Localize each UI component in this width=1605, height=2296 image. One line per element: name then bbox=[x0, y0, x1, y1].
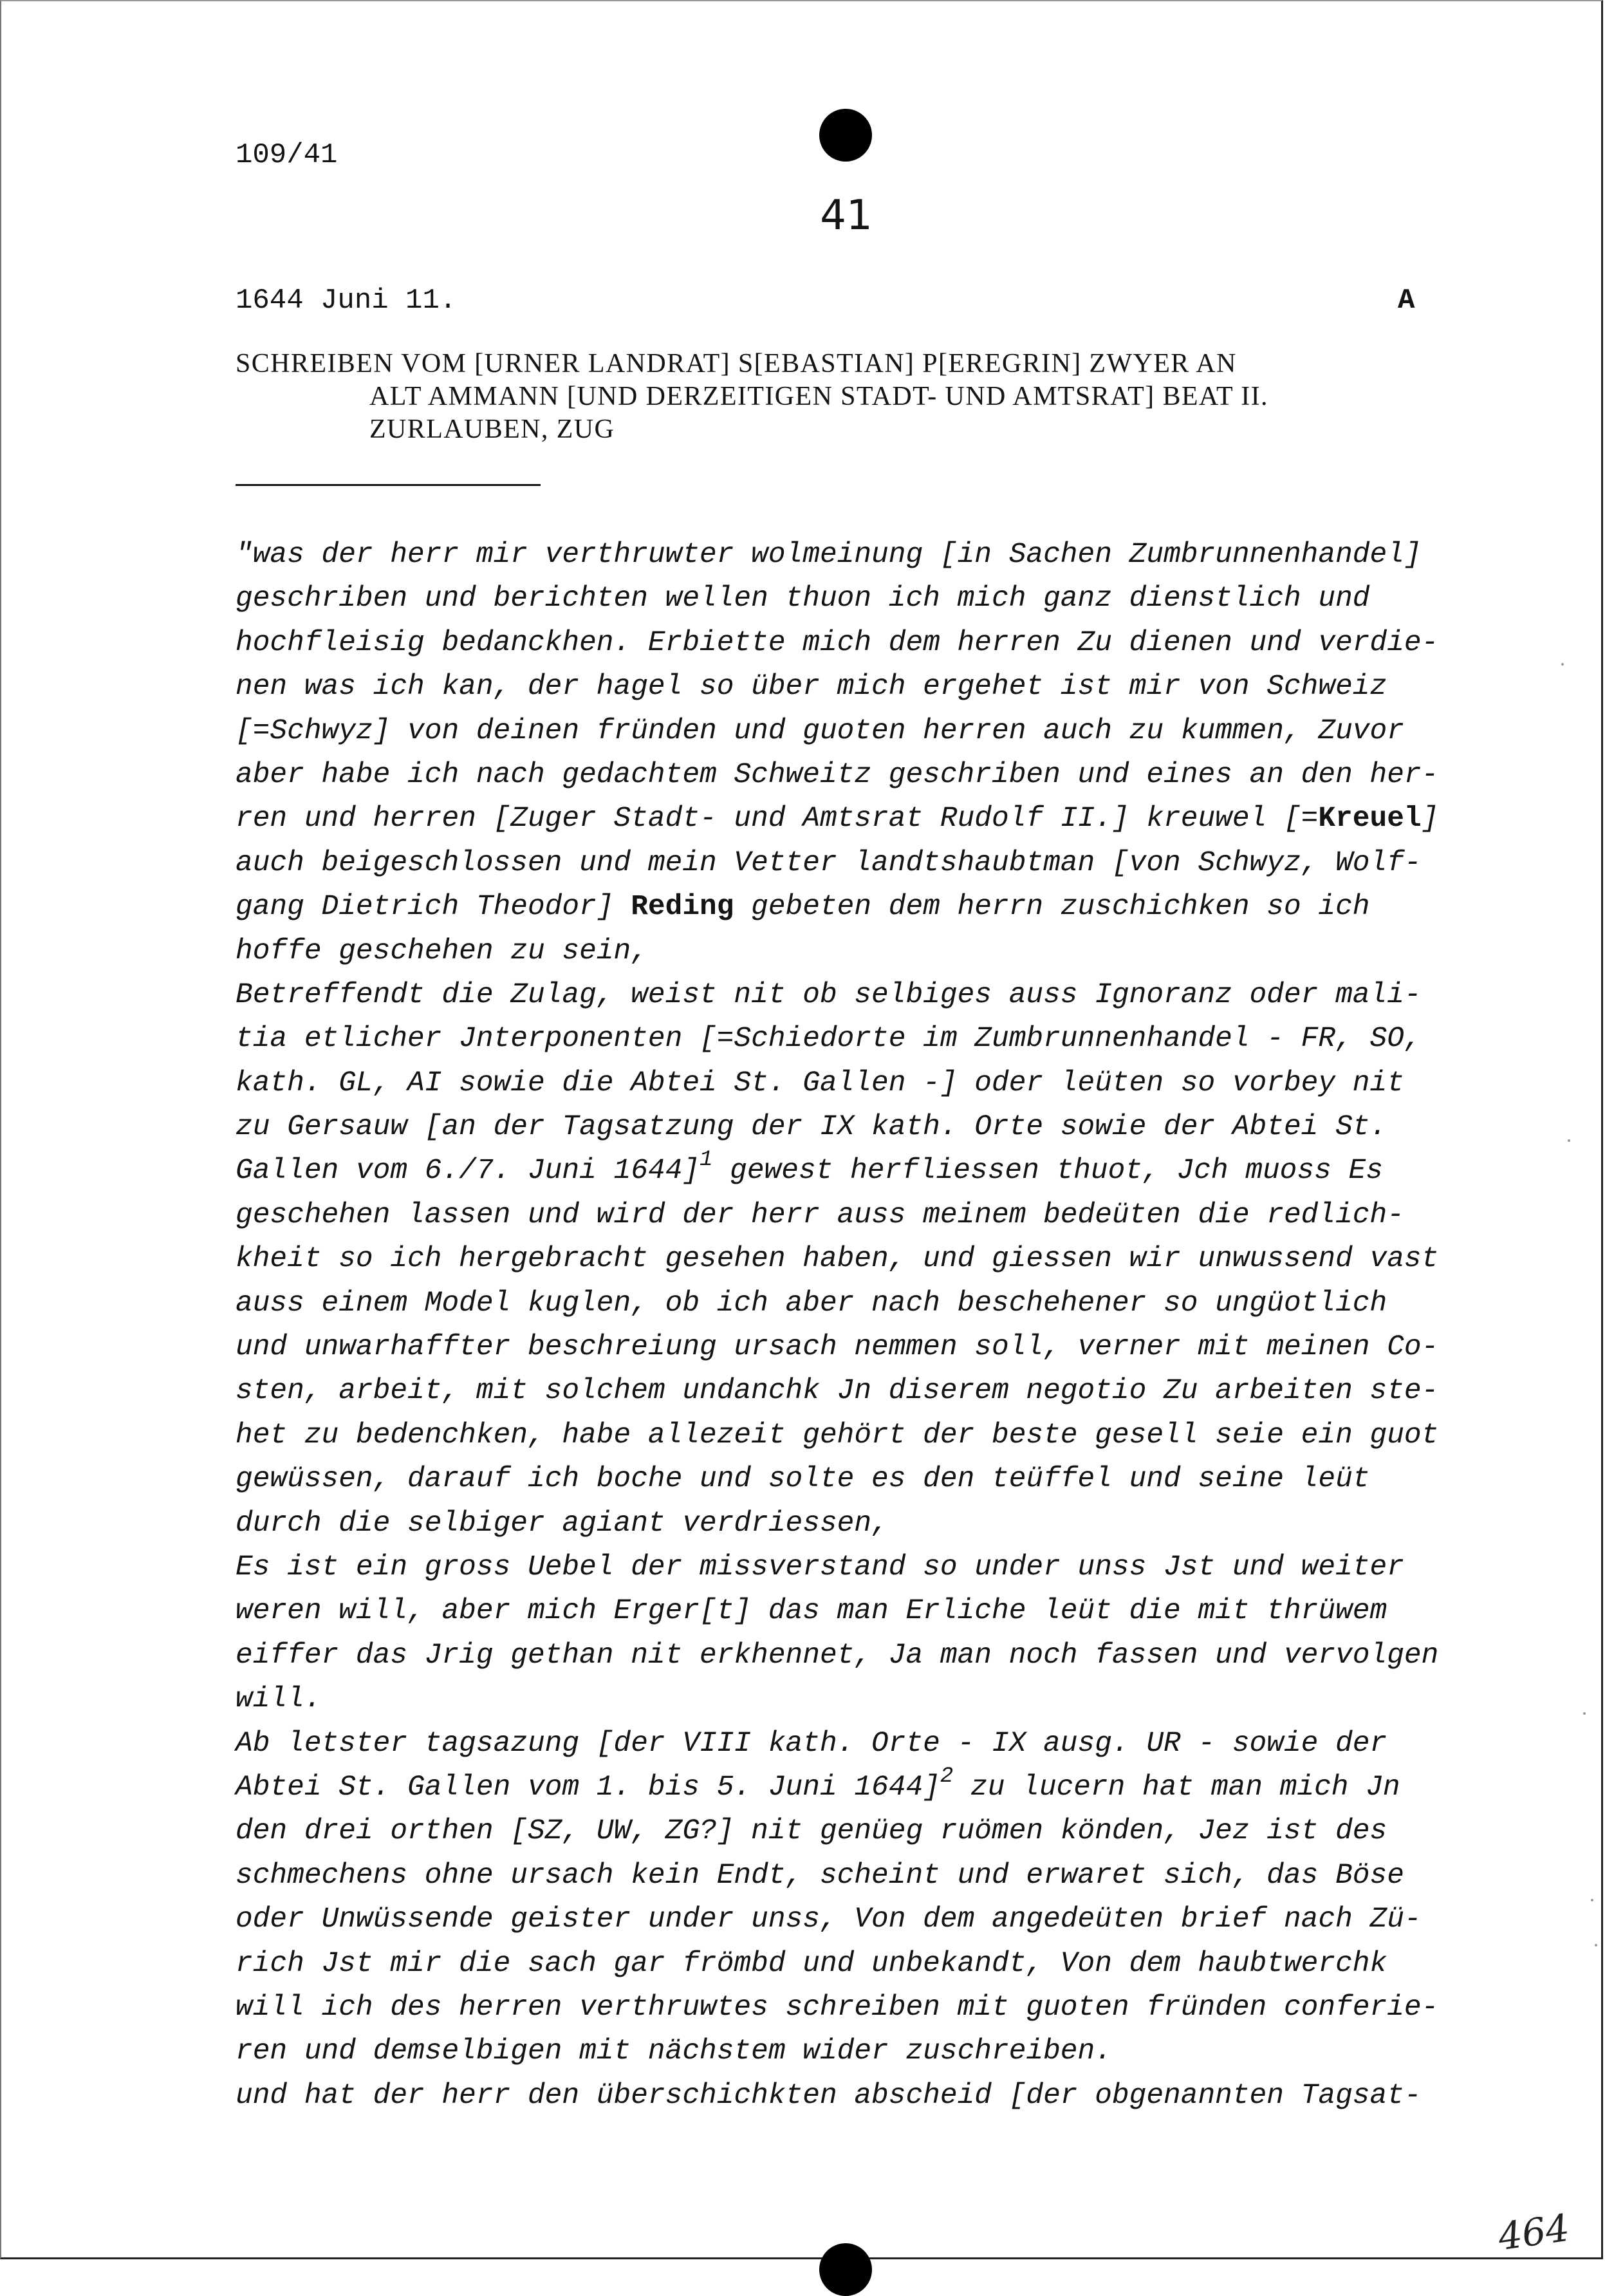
body-line bbox=[236, 1722, 1497, 1766]
body-line bbox=[236, 753, 1497, 797]
body-line bbox=[236, 1502, 1497, 1545]
body-text: Ab letster tagsazung [der VIII kath. Orte - IX ausg. UR - sowie der bbox=[236, 1727, 1387, 1760]
bold-name: Reding bbox=[631, 891, 734, 924]
scan-speck bbox=[1583, 1712, 1586, 1715]
body-line bbox=[236, 1325, 1497, 1369]
body-text: durch die selbiger agiant verdriessen, bbox=[236, 1507, 889, 1540]
scan-speck bbox=[1595, 1944, 1597, 1946]
body-text: Abtei St. Gallen vom 1. bis 5. Juni 1644] bbox=[236, 1771, 940, 1804]
body-text: gewest herfliessen thuot, Jch muoss Es bbox=[712, 1155, 1383, 1188]
body-text: kheit so ich hergebracht gesehen haben, und giessen wir unwussend vast bbox=[236, 1243, 1439, 1276]
body-line bbox=[236, 533, 1497, 577]
body-text: will ich des herren verthruwtes schreiben mit guoten fründen conferie- bbox=[236, 1991, 1439, 2024]
body-line bbox=[236, 709, 1497, 753]
body-text: will. bbox=[236, 1683, 322, 1716]
body-line bbox=[236, 1589, 1497, 1633]
body-text: geschriben und berichten wellen thuon ich mich ganz dienstlich und bbox=[236, 583, 1370, 615]
archive-reference: 109/41 bbox=[236, 139, 338, 171]
body-line bbox=[236, 2030, 1497, 2073]
document-number: 41 bbox=[820, 192, 873, 239]
body-text: ren und demselbigen mit nächstem wider zuschreiben. bbox=[236, 2035, 1112, 2068]
body-line bbox=[236, 1634, 1497, 1677]
heading-line: SCHREIBEN VOM [URNER LANDRAT] S[EBASTIAN] P[EREGRIN] ZWYER AN bbox=[236, 349, 1237, 378]
body-line bbox=[236, 1149, 1497, 1193]
heading-line: ALT AMMANN [UND DERZEITIGEN STADT- UND AMTSRAT] BEAT II. bbox=[369, 382, 1268, 411]
body-text: schmechens ohne ursach kein Endt, scheint und erwaret sich, das Böse bbox=[236, 1859, 1404, 1892]
body-line bbox=[236, 1282, 1497, 1325]
body-text: Es ist ein gross Uebel der missverstand so under unss Jst und weiter bbox=[236, 1551, 1404, 1583]
body-line bbox=[236, 1898, 1497, 1941]
heading-divider bbox=[236, 484, 541, 486]
body-line bbox=[236, 2074, 1497, 2118]
body-text: hoffe geschehen zu sein, bbox=[236, 935, 648, 967]
body-text: und unwarhaffter beschreiung ursach nemmen soll, verner mit meinen Co- bbox=[236, 1331, 1439, 1364]
body-text: "was der herr mir verthruwter wolmeinung [in Sachen Zumbrunnenhandel] bbox=[236, 539, 1422, 571]
scan-speck bbox=[1568, 1139, 1570, 1142]
heading-line: ZURLAUBEN, ZUG bbox=[369, 415, 615, 444]
body-line bbox=[236, 1854, 1497, 1898]
punch-hole-top bbox=[819, 109, 872, 162]
footnote-marker: 1 bbox=[700, 1148, 713, 1173]
document-heading bbox=[236, 348, 1497, 446]
punch-hole-bottom bbox=[819, 2243, 872, 2296]
body-text: tia etlicher Jnterponenten [=Schiedorte im Zumbrunnenhandel - FR, SO, bbox=[236, 1023, 1422, 1056]
body-text: kath. GL, AI sowie die Abtei St. Gallen -] oder leüten so vorbey nit bbox=[236, 1067, 1404, 1099]
body-line bbox=[236, 1414, 1497, 1457]
body-line bbox=[236, 1457, 1497, 1501]
body-text: auch beigeschlossen und mein Vetter landtshaubtman [von Schwyz, Wolf- bbox=[236, 846, 1422, 879]
scan-speck bbox=[1591, 1899, 1593, 1901]
body-text: zu Gersauw [an der Tagsatzung der IX kath. Orte sowie der Abtei St. bbox=[236, 1111, 1387, 1144]
body-line bbox=[236, 1942, 1497, 1986]
body-text: auss einem Model kuglen, ob ich aber nach beschehener so ungüotlich bbox=[236, 1287, 1387, 1320]
body-line bbox=[236, 841, 1497, 885]
body-text: [=Schwyz] von deinen fründen und guoten herren auch zu kummen, Zuvor bbox=[236, 714, 1404, 747]
document-grade: A bbox=[1398, 285, 1415, 317]
body-line bbox=[236, 1017, 1497, 1061]
body-text: und hat der herr den überschichkten abscheid [der obgenannten Tagsat- bbox=[236, 2079, 1422, 2112]
body-text: oder Unwüssende geister under unss, Von dem angedeüten brief nach Zü- bbox=[236, 1903, 1422, 1936]
document-date: 1644 Juni 11. bbox=[236, 285, 457, 317]
bold-name: Kreuel bbox=[1318, 803, 1422, 835]
body-line bbox=[236, 797, 1497, 841]
body-line bbox=[236, 1061, 1497, 1105]
body-line bbox=[236, 577, 1497, 621]
body-line bbox=[236, 1766, 1497, 1809]
body-text: weren will, aber mich Erger[t] das man Erliche leüt die mit thrüwem bbox=[236, 1595, 1387, 1628]
body-line bbox=[236, 621, 1497, 665]
handwritten-page-number: 464 bbox=[1495, 2205, 1572, 2259]
body-text: Gallen vom 6./7. Juni 1644] bbox=[236, 1155, 700, 1188]
body-text: ren und herren [Zuger Stadt- und Amtsrat Rudolf II.] kreuwel [= bbox=[236, 803, 1319, 835]
letter-body bbox=[236, 533, 1497, 2118]
body-text: gewüssen, darauf ich boche und solte es den teüffel und seine leüt bbox=[236, 1463, 1370, 1496]
body-line bbox=[236, 1237, 1497, 1281]
body-text: sten, arbeit, mit solchem undanchk Jn diserem negotio Zu arbeiten ste- bbox=[236, 1375, 1439, 1408]
body-text: geschehen lassen und wird der herr auss meinem bedeüten die redlich- bbox=[236, 1199, 1404, 1231]
body-text: nen was ich kan, der hagel so über mich ergehet ist mir von Schweiz bbox=[236, 671, 1387, 704]
body-line bbox=[236, 885, 1497, 929]
body-line bbox=[236, 973, 1497, 1017]
body-text: den drei orthen [SZ, UW, ZG?] nit genüeg ruömen könden, Jez ist des bbox=[236, 1815, 1387, 1848]
body-line bbox=[236, 665, 1497, 709]
body-line bbox=[236, 1986, 1497, 2030]
footnote-marker: 2 bbox=[940, 1764, 954, 1789]
body-text: aber habe ich nach gedachtem Schweitz geschriben und eines an den her- bbox=[236, 758, 1439, 791]
body-text: eiffer das Jrig gethan nit erkhennet, Ja man noch fassen und vervolgen bbox=[236, 1639, 1439, 1672]
body-text: ] bbox=[1421, 803, 1439, 835]
body-line bbox=[236, 1677, 1497, 1721]
body-line bbox=[236, 1193, 1497, 1237]
body-text: rich Jst mir die sach gar frömbd und unbekandt, Von dem haubtwerchk bbox=[236, 1947, 1387, 1980]
body-line bbox=[236, 1809, 1497, 1853]
body-line bbox=[236, 1545, 1497, 1589]
body-text: hochfleisig bedanckhen. Erbiette mich dem herren Zu dienen und verdie- bbox=[236, 626, 1439, 659]
body-text: het zu bedenchken, habe allezeit gehört der beste gesell seie ein guot bbox=[236, 1419, 1439, 1451]
body-text: zu lucern hat man mich Jn bbox=[953, 1771, 1400, 1804]
body-line bbox=[236, 929, 1497, 973]
body-line bbox=[236, 1105, 1497, 1149]
scan-speck bbox=[1561, 663, 1564, 666]
body-text: Betreffendt die Zulag, weist nit ob selbiges auss Ignoranz oder mali- bbox=[236, 978, 1422, 1011]
body-text: gang Dietrich Theodor] bbox=[236, 891, 631, 924]
body-text: gebeten dem herrn zuschichken so ich bbox=[734, 891, 1370, 924]
body-line bbox=[236, 1369, 1497, 1413]
